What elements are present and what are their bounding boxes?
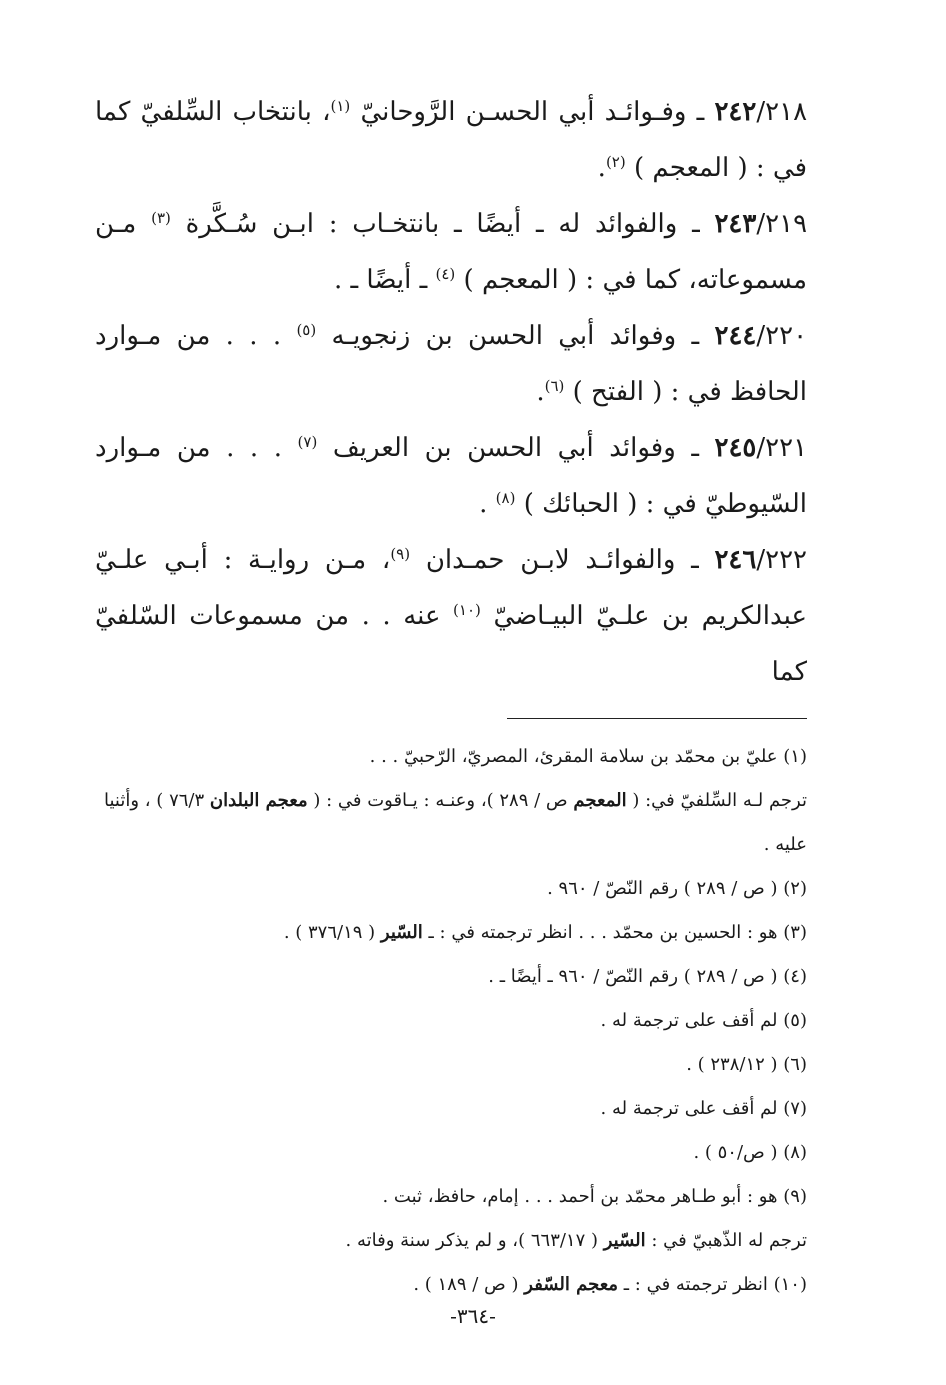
footnote-ref[interactable]: (٤) [435, 265, 456, 283]
footnote-divider [507, 718, 807, 719]
entry-number: ٢٤٥ [714, 433, 757, 463]
entry-244: ٢٤٤/٢٢٠ ـ وفوائد أبي الحسن بن زنجويـه $^{(٥)}$ . . . من مـوارد الحافظ في : ( الفتح ) $^{(٦)}$. [95, 321, 808, 407]
footnotes [95, 735, 807, 1307]
entry-number: ٢٤٢ [714, 97, 757, 127]
source-title: السّير [380, 922, 423, 943]
footnote-1: (١) عليّ بن محمّد بن سلامة المقرئ، المصريّ، الرّحبيّ . . . [369, 746, 807, 767]
entry-243: ٢٤٣/٢١٩ ـ والفوائد له ـ أيضًا ـ بانتخـاب : ابـن سُـكَّرة $^{(٣)}$ مـن مسموعاته، كما في : ( المعجم ) $^{(٤)}$ ـ أيضًا ـ . [95, 209, 808, 295]
entry-number: ٢٤٣ [714, 209, 757, 239]
footnote-ref[interactable]: (٩) [390, 545, 411, 563]
entry-text: . [479, 489, 488, 519]
entry-subnumber: ٢١٩ [765, 209, 808, 239]
entry-subnumber: ٢٢١ [765, 433, 808, 463]
entry-text: ـ والفوائـد لابـن حمـدان [425, 545, 699, 575]
footnote-ref[interactable]: (٦) [544, 377, 565, 395]
entry-subnumber: ٢٢٠ [765, 321, 808, 351]
footnote-1-continued: ترجم لـه السِّلفيّ في: ( المعجم ص / ٢٨٩ )، وعنـه : يـاقوت في : ( معجم البلدان ٧٦/٣ ) ، وأثنيا عليه . [104, 790, 807, 855]
entry-number: ٢٤٦ [714, 545, 757, 575]
footnote-ref[interactable]: (١) [330, 97, 351, 115]
entries-list [95, 84, 807, 700]
entry-text: وفوائد أبي الحسن بن زنجويـه [331, 321, 677, 351]
entry-text: . [597, 153, 606, 183]
source-title: المعجم [573, 790, 627, 811]
footnote-ref[interactable]: (٢) [605, 153, 626, 171]
footnote-9: (٩) هو : أبو طـاهر محمّد بن أحمد . . . إمام، حافظ، ثبت . [382, 1186, 807, 1207]
entry-text: مـن مسموعاته، كما في : ( المعجم ) [95, 209, 807, 295]
page-number: -٣٦٤- [450, 1304, 496, 1328]
footnote-9-continued: ترجم له الذّهبيّ في : السّير ( ٦٦٣/١٧ )، و لم يذكر سنة وفاته . [345, 1230, 807, 1251]
entry-245: ٢٤٥/٢٢١ ـ وفوائد أبي الحسن بن العريف $^{(٧)}$ . . . من مـوارد السّيوطيّ في : ( الحبائك ) $^{(٨)}$ . [95, 433, 808, 519]
entry-text: عنه . . من مسموعات السّلفيّ كما [95, 601, 807, 687]
entry-text: ـ أيضًا ـ . [333, 265, 428, 295]
entry-text: ، مـن روايـة : أبـي علـيّ عبدالكريم بن علـيّ البيـاضيّ [95, 545, 808, 631]
footnote-ref[interactable]: (٣) [151, 209, 171, 227]
entry-subnumber: ٢٢٢ [765, 545, 808, 575]
footnote-ref[interactable]: (٥) [296, 321, 317, 339]
footnote-ref[interactable]: (١٠) [453, 601, 481, 619]
entry-text: . . . من مـوارد السّيوطيّ في : ( الحبائك ) [95, 433, 807, 519]
entry-text: . . . من مـوارد الحافظ في : ( الفتح ) [95, 321, 807, 407]
entry-subnumber: ٢١٨ [765, 97, 808, 127]
entry-number: ٢٤٤ [714, 321, 757, 351]
source-title: معجم البلدان [209, 790, 308, 811]
footnote-8: (٨) ( ص/٥٠ ) . [693, 1142, 807, 1163]
footnote-4: (٤) ( ص / ٢٨٩ ) رقم النّصّ / ٩٦٠ ـ أيضًا ـ . [488, 966, 807, 987]
entry-text: والفوائد له ـ أيضًا ـ بانتخـاب : ابـن سُـكَّرة [185, 209, 678, 239]
entry-text: وفـوائـد أبي الحسـن الرَّوحانيّ [360, 97, 687, 127]
footnote-7: (٧) لم أقف على ترجمة له . [600, 1098, 807, 1119]
source-title: معجم السّفر [524, 1274, 619, 1295]
footnote-3: (٣) هو : الحسين بن محمّد . . . انظر ترجمته في : ـ السّير ( ٣٧٦/١٩ ) . [283, 922, 807, 943]
footnote-5: (٥) لم أقف على ترجمة له . [600, 1010, 807, 1031]
footnote-2: (٢) ( ص / ٢٨٩ ) رقم النّصّ / ٩٦٠ . [547, 878, 807, 899]
footnote-6: (٦) ( ٢٣٨/١٢ ) . [686, 1054, 807, 1075]
entry-text: ، بانتخاب السِّلفيّ كما في : ( المعجم ) [95, 97, 807, 183]
footnote-ref[interactable]: (٧) [297, 433, 318, 451]
page-body [95, 84, 807, 1307]
entry-text: . [536, 377, 545, 407]
footnote-ref[interactable]: (٨) [495, 489, 516, 507]
footnote-10: (١٠) انظر ترجمته في : ـ معجم السّفر ( ص / ١٨٩ ) . [413, 1274, 807, 1295]
entry-text: وفوائد أبي الحسن بن العريف [332, 433, 676, 463]
entry-246: ٢٤٦/٢٢٢ ـ والفوائـد لابـن حمـدان $^{(٩)}$، مـن روايـة : أبـي علـيّ عبدالكريم بن علـيّ البيـاضيّ $^{(١٠)}$ عنه . . من مسموعات السّلفيّ كما [95, 545, 808, 687]
source-title: السّير [603, 1230, 646, 1251]
entry-242: ٢٤٢/٢١٨ ـ وفـوائـد أبي الحسـن الرَّوحانيّ $^{(١)}$، بانتخاب السِّلفيّ كما في : ( المعجم ) $^{(٢)}$. [95, 97, 808, 183]
